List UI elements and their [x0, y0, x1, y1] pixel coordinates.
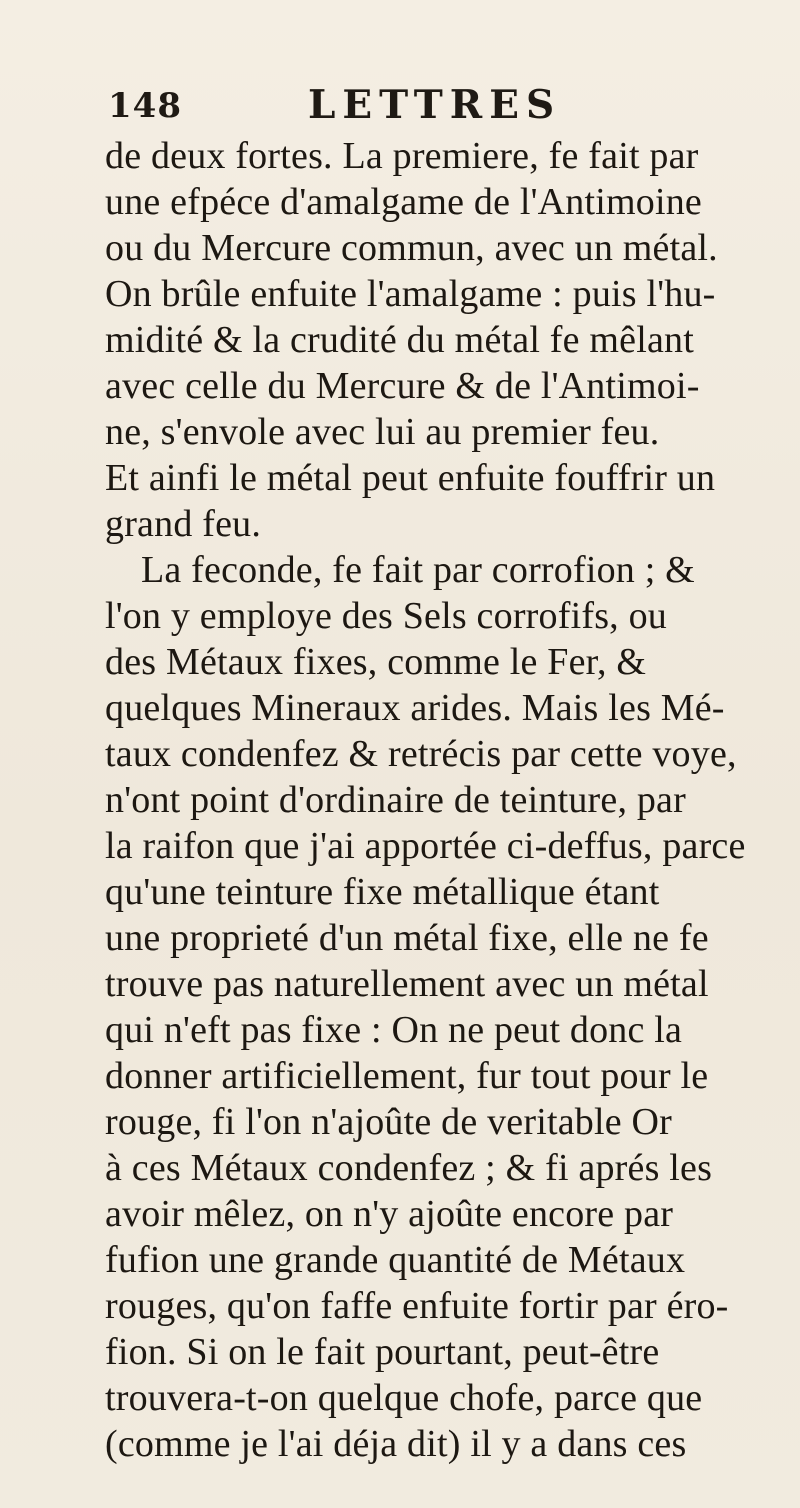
text-line: à ces Métaux condenfez ; & fi aprés les — [105, 1147, 713, 1189]
page-number: 148 — [108, 86, 182, 126]
text-line: La feconde, fe fait par corrofion ; & — [141, 549, 695, 591]
text-line: une efpéce d'amalgame de l'Antimoine — [105, 181, 702, 223]
text-line: n'ont point d'ordinaire de teinture, par — [105, 779, 686, 821]
text-line: (comme je l'ai déja dit) il y a dans ces — [105, 1423, 687, 1465]
text-line: qu'une teinture fixe métallique étant — [105, 871, 660, 913]
text-line: ne, s'envole avec lui au premier feu. — [105, 411, 660, 453]
text-line: midité & la crudité du métal fe mêlant — [105, 319, 695, 361]
text-line: une proprieté d'un métal fixe, elle ne fe — [105, 917, 709, 959]
header-title: LETTRES — [308, 82, 562, 128]
body-text — [105, 133, 775, 1467]
text-line: avoir mêlez, on n'y ajoûte encore par — [105, 1193, 674, 1235]
text-line: Et ainfi le métal peut enfuite fouffrir un — [105, 457, 716, 499]
text-line: rouge, fi l'on n'ajoûte de veritable Or — [105, 1101, 673, 1143]
running-head — [108, 82, 748, 132]
text-line: On brûle enfuite l'amalgame : puis l'hu- — [105, 273, 716, 315]
text-line: de deux fortes. La premiere, fe fait par — [105, 135, 699, 177]
text-line: quelques Mineraux arides. Mais les Mé- — [105, 687, 725, 729]
text-line: des Métaux fixes, comme le Fer, & — [105, 641, 647, 683]
text-line: l'on y employe des Sels corrofifs, ou — [105, 595, 667, 637]
text-line: la raifon que j'ai apportée ci-deffus, parce — [105, 825, 746, 867]
text-line: taux condenfez & retrécis par cette voye, — [105, 733, 737, 775]
text-line: fion. Si on le fait pourtant, peut-être — [105, 1331, 660, 1373]
text-line: ou du Mercure commun, avec un métal. — [105, 227, 718, 269]
text-line: trouvera-t-on quelque chofe, parce que — [105, 1377, 703, 1419]
text-line: avec celle du Mercure & de l'Antimoi- — [105, 365, 700, 407]
text-line: trouve pas naturellement avec un métal — [105, 963, 709, 1005]
text-line: rouges, qu'on faffe enfuite fortir par éro- — [105, 1285, 729, 1327]
text-line: grand feu. — [105, 503, 262, 545]
text-line: donner artificiellement, fur tout pour le — [105, 1055, 709, 1097]
text-line: qui n'eft pas fixe : On ne peut donc la — [105, 1009, 683, 1051]
text-line: fufion une grande quantité de Métaux — [105, 1239, 686, 1281]
